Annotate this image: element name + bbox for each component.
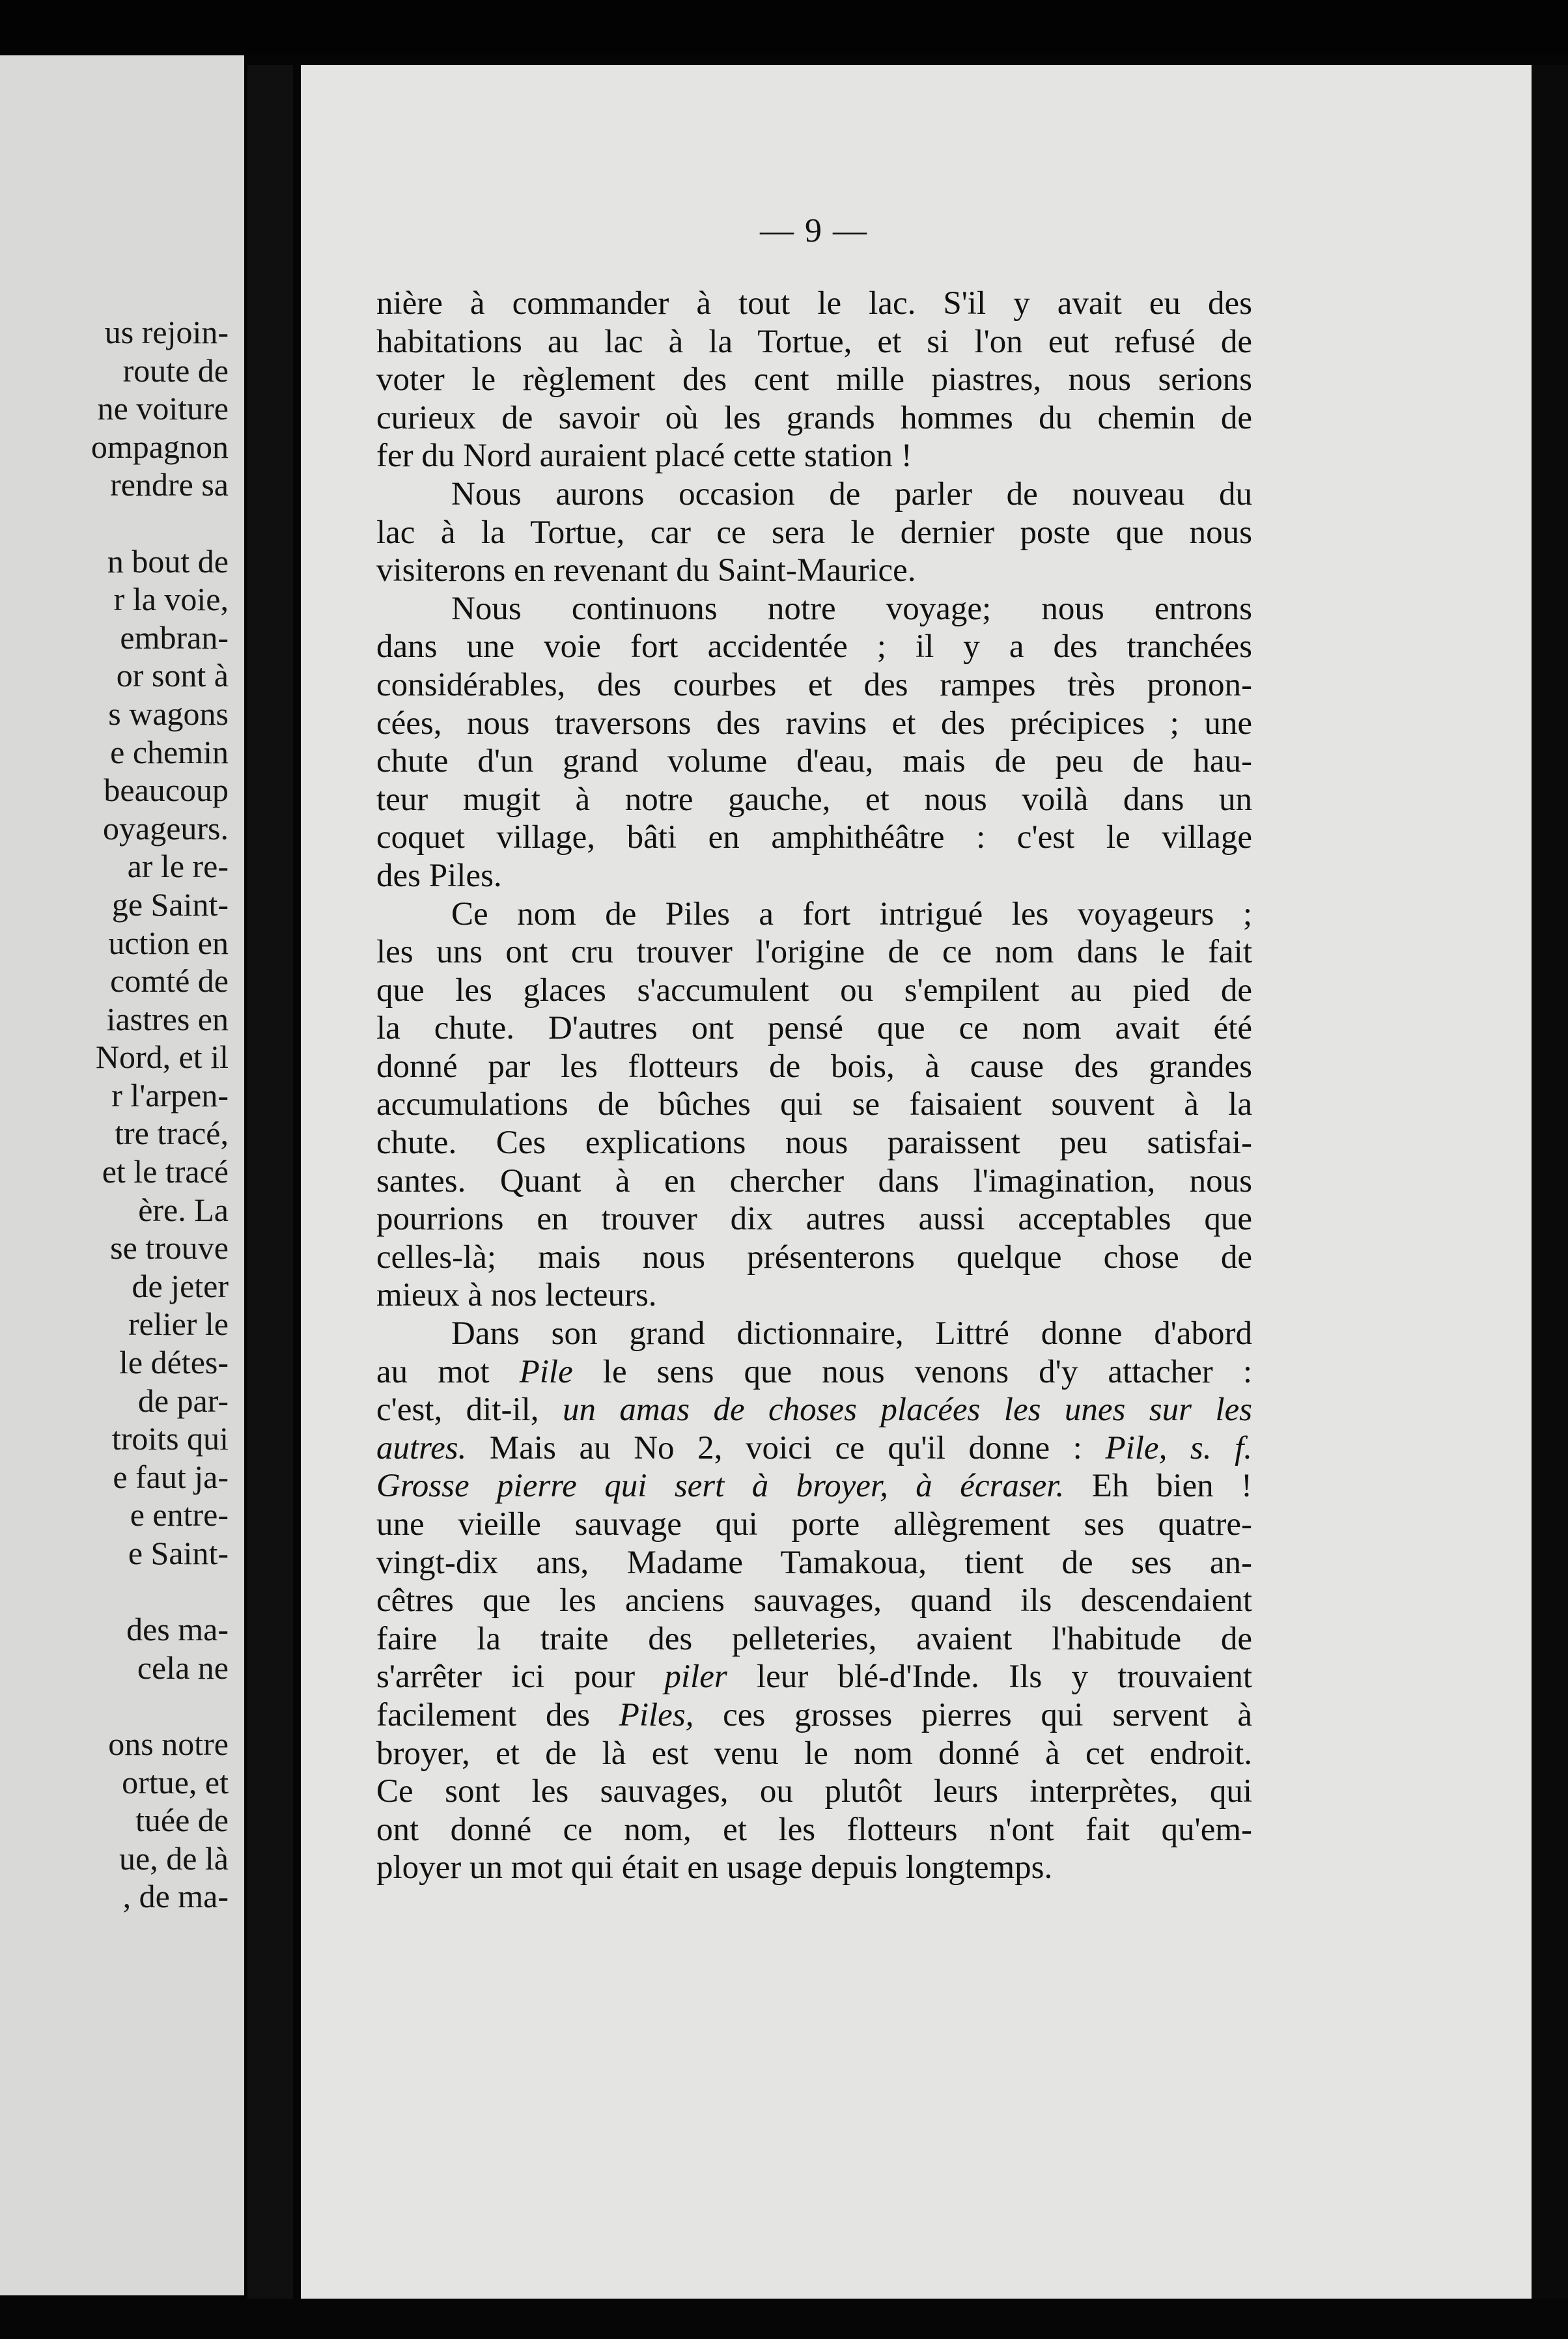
left-page-line: Nord, et il	[95, 1039, 229, 1076]
left-page-line: tre tracé,	[115, 1115, 229, 1152]
left-page-line	[0, 1573, 244, 1611]
left-page-line: cela ne	[137, 1649, 229, 1686]
text-line: Nous aurons occasion de parler de nouveau du	[451, 475, 1252, 512]
text-line: celles-là; mais nous présenterons quelque chose de	[376, 1239, 1252, 1276]
left-page-line: iastres en	[106, 1000, 229, 1037]
left-page-line: et le tracé	[102, 1153, 229, 1190]
text-line: nière à commander à tout le lac. S'il y avait eu des	[376, 285, 1252, 322]
text-line: vingt-dix ans, Madame Tamakoua, tient de ses an-	[376, 1544, 1252, 1581]
text-line: teur mugit à notre gauche, et nous voilà dans un	[376, 781, 1252, 818]
left-page-line: e Saint-	[128, 1535, 229, 1571]
text-line: habitations au lac à la Tortue, et si l'on eut refusé de	[376, 323, 1252, 360]
left-page-line: route de	[122, 352, 229, 389]
left-page-line: embran-	[120, 619, 229, 656]
text-line: Dans son grand dictionnaire, Littré donne d'abord	[451, 1315, 1252, 1352]
left-page-line: des ma-	[126, 1611, 229, 1648]
text-line: curieux de savoir où les grands hommes du chemin de	[376, 399, 1252, 436]
page-number: — 9 —	[760, 212, 868, 249]
left-page-line: ortue, et	[122, 1763, 229, 1800]
text-line: chute d'un grand volume d'eau, mais de peu de hau-	[376, 743, 1252, 780]
left-page-line: e chemin	[110, 733, 229, 770]
left-page-line: comté de	[110, 962, 229, 1000]
text-line: chute. Ces explications nous paraissent peu satisfai-	[376, 1125, 1252, 1162]
left-page-line: or sont à	[116, 657, 229, 694]
left-page-line	[0, 504, 244, 542]
left-page-line: de jeter	[132, 1267, 229, 1304]
text-line: coquet village, bâti en amphithéâtre : c'est le village	[376, 819, 1252, 856]
text-line: dans une voie fort accidentée ; il y a des tranchées	[376, 628, 1252, 665]
text-line: autres. Mais au No 2, voici ce qu'il donne : Pile, s. f.	[376, 1429, 1252, 1466]
left-page-line: ue, de là	[119, 1840, 229, 1877]
text-line: broyer, et de là est venu le nom donné à cet endroit.	[376, 1735, 1252, 1772]
text-line: Ce sont les sauvages, ou plutôt leurs interprètes, qui	[376, 1773, 1252, 1810]
text-line: voter le règlement des cent mille piastres, nous serions	[376, 361, 1252, 399]
left-page-line: e entre-	[130, 1496, 229, 1534]
scan-bottom-border	[0, 2299, 1568, 2339]
left-page-line: troits qui	[111, 1420, 229, 1457]
text-line: que les glaces s'accumulent ou s'empilent au pied de	[376, 972, 1252, 1009]
text-line: Nous continuons notre voyage; nous entrons	[451, 590, 1252, 627]
text-line: lac à la Tortue, car ce sera le dernier poste que nous	[376, 514, 1252, 551]
left-page-line: , de ma-	[122, 1878, 229, 1915]
text-line: des Piles.	[376, 857, 502, 894]
text-line: facilement des Piles, ces grosses pierres qui servent à	[376, 1696, 1252, 1733]
text-line: cêtres que les anciens sauvages, quand ils descendaient	[376, 1582, 1252, 1619]
left-page-line: ar le re-	[127, 848, 229, 885]
left-page-line: ons notre	[108, 1725, 229, 1762]
text-line: mieux à nos lecteurs.	[376, 1277, 657, 1314]
left-page-line: se trouve	[110, 1229, 229, 1267]
left-page-line: uction en	[108, 924, 229, 961]
left-page-line: ompagnon	[91, 428, 229, 465]
text-line: les uns ont cru trouver l'origine de ce nom dans le fait	[376, 934, 1252, 971]
left-page-line: ge Saint-	[111, 886, 229, 923]
left-page-line: oyageurs.	[103, 809, 229, 847]
text-line: faire la traite des pelleteries, avaient l'habitude de	[376, 1620, 1252, 1657]
left-page-line: r la voie,	[113, 581, 229, 618]
text-line: pourrions en trouver dix autres aussi acceptables que	[376, 1201, 1252, 1238]
text-line: visiterons en revenant du Saint-Maurice.	[376, 552, 916, 589]
text-line: la chute. D'autres ont pensé que ce nom avait été	[376, 1010, 1252, 1047]
left-page-line: rendre sa	[110, 466, 229, 503]
left-page-line: relier le	[128, 1306, 229, 1343]
scan-top-border	[0, 0, 1568, 55]
left-page-text	[0, 313, 244, 1916]
text-line: une vieille sauvage qui porte allègrement ses quatre-	[376, 1506, 1252, 1543]
left-page-line: e faut ja-	[113, 1458, 229, 1495]
text-line: santes. Quant à en chercher dans l'imagination, nous	[376, 1162, 1252, 1199]
book-gutter	[247, 65, 293, 2325]
text-line: considérables, des courbes et des rampes très pronon-	[376, 666, 1252, 703]
left-page-line: le détes-	[119, 1344, 229, 1381]
left-page-line: r l'arpen-	[111, 1076, 229, 1113]
left-facing-page	[0, 55, 244, 2295]
scan-right-border	[1532, 65, 1568, 2325]
left-page-line: ne voiture	[97, 390, 229, 427]
left-page-line: us rejoin-	[104, 314, 229, 350]
text-line: s'arrêter ici pour piler leur blé-d'Inde. Ils y trouvaient	[376, 1659, 1253, 1696]
body-text	[376, 285, 1252, 1887]
text-line: ployer un mot qui était en usage depuis longtemps.	[376, 1849, 1053, 1886]
text-line: fer du Nord auraient placé cette station !	[376, 438, 912, 475]
left-page-line: de par-	[137, 1382, 229, 1419]
text-line: au mot Pile le sens que nous venons d'y attacher :	[376, 1353, 1252, 1390]
text-line: Ce nom de Piles a fort intrigué les voyageurs ;	[451, 895, 1252, 932]
left-page-line: n bout de	[107, 542, 229, 580]
left-page-line: ère. La	[138, 1191, 229, 1228]
text-line: cées, nous traversons des ravins et des précipices ; une	[376, 705, 1252, 742]
text-line: c'est, dit-il, un amas de choses placées les unes sur les	[376, 1392, 1252, 1429]
left-page-line: tuée de	[135, 1802, 229, 1839]
text-line: accumulations de bûches qui se faisaient souvent à la	[376, 1086, 1252, 1123]
left-page-line: beaucoup	[104, 772, 229, 809]
left-page-line	[0, 1687, 244, 1725]
left-page-line: s wagons	[108, 695, 229, 732]
text-line: donné par les flotteurs de bois, à cause des grandes	[376, 1048, 1252, 1085]
text-line: ont donné ce nom, et les flotteurs n'ont fait qu'em-	[376, 1811, 1252, 1848]
text-line: Grosse pierre qui sert à broyer, à écraser. Eh bien !	[376, 1468, 1252, 1505]
